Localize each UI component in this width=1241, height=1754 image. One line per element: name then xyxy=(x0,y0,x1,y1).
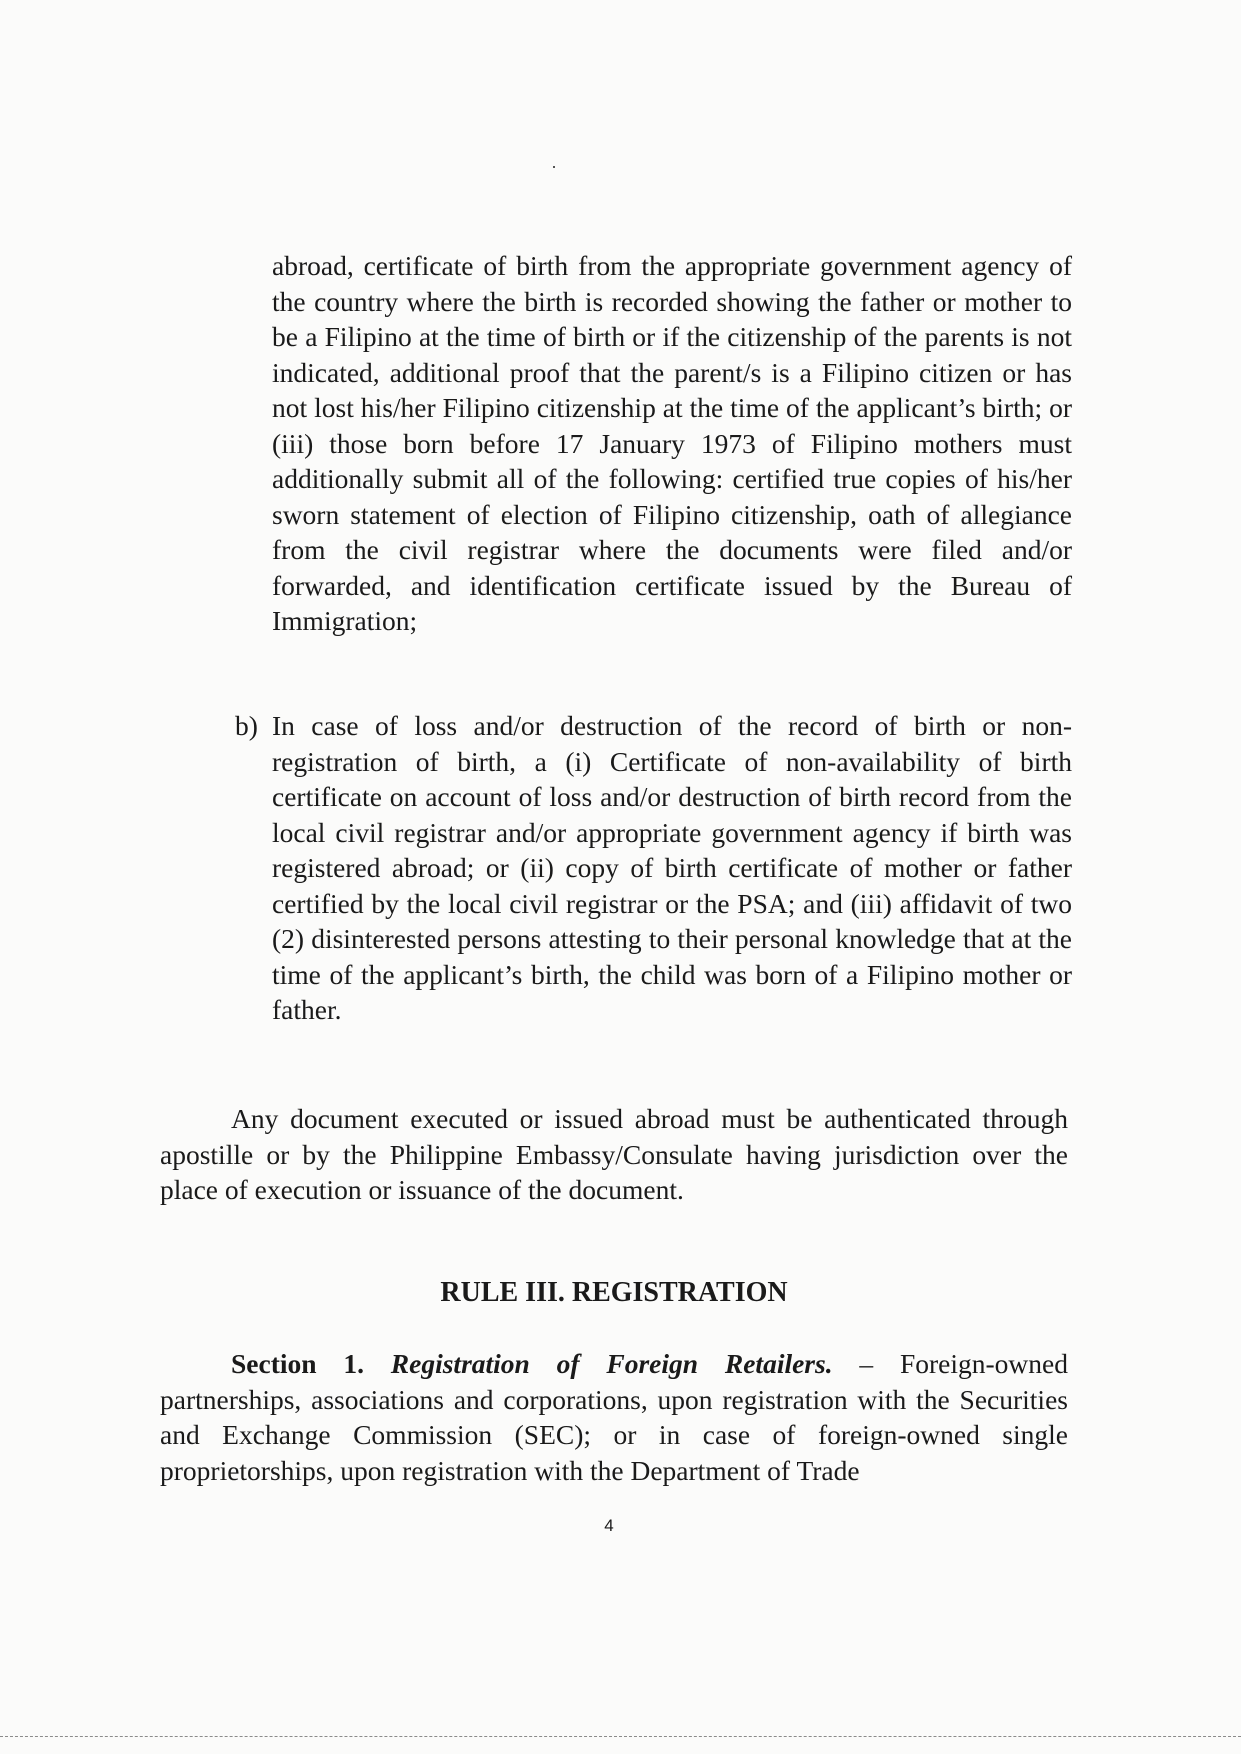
authentication-paragraph: Any document executed or issued abroad must be authenticated through apostille or by the Philippine Embassy/Consulate having jurisdiction over the place of execution or issuance of the document. xyxy=(160,1103,1068,1205)
section-body: – Foreign-owned partnerships, associations and corporations, upon registration with the Securities and Exchange Commission (SEC); or in case of foreign-owned single proprietorships, upon registration with the Department of Trade xyxy=(160,1348,1068,1486)
list-marker-b: b) xyxy=(235,710,258,741)
page-number: 4 xyxy=(604,1516,614,1535)
section-1-paragraph xyxy=(160,1346,1068,1488)
section-title: Registration of Foreign Retailers. xyxy=(390,1348,833,1379)
list-item-b xyxy=(235,708,1072,1028)
section-label: Section 1. xyxy=(231,1348,364,1379)
rule-heading: RULE III. REGISTRATION xyxy=(440,1277,788,1308)
scan-bottom-edge xyxy=(0,1736,1241,1737)
list-item-b-text: In case of loss and/or destruction of the record of birth or non-registration of birth, a (i) Certificate of non-availability of birth certificate on account of loss and/or destruction of birth record from the local civil registrar and/or appropriate government agency if birth was registered abroad; or (ii) copy of birth certificate of mother or father certified by the local civil registrar or the PSA; and (iii) affidavit of two (2) disinterested persons attesting to their personal knowledge that at the time of the applicant’s birth, the child was born of a Filipino mother or father. xyxy=(272,710,1072,1025)
scan-speck xyxy=(553,166,555,168)
item-a-continuation: abroad, certificate of birth from the appropriate government agency of the country where the birth is recorded showing the father or mother to be a Filipino at the time of birth or if the citizenship of the parents is not indicated, additional proof that the parent/s is a Filipino citizen or has not lost his/her Filipino citizenship at the time of the applicant’s birth; or (iii) those born before 17 January 1973 of Filipino mothers must additionally submit all of the following: certified true copies of his/her sworn statement of election of Filipino citizenship, oath of allegiance from the civil registrar where the documents were filed and/or forwarded, and identification certificate issued by the Bureau of Immigration; xyxy=(272,250,1072,636)
